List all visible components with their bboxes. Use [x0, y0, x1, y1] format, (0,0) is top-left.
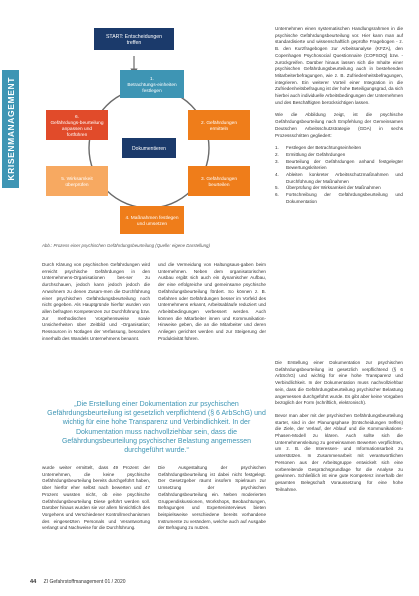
page-number: 44: [30, 579, 37, 585]
paragraph: wurde weiter ermittelt, dass 49 Prozent der Unternehmen, die keine psychische Gefährdungsbeurteilung bereits durchgeführt haben, über hierfür eher selbst nach bewerten und 47 Prozent wussten nicht, ob eine psychische Gefährdungsbeurteilung Diese geführt werden soll. Darüber hinaus wurden sie vor allem hinsichtlich des Vorgehens und Verschiedener Kontrollmechanismen des eingesetzten Personals und Verantwortung verlangt und Nachweise für die Durchführung.: [42, 465, 150, 531]
step-label-4: 4. Maßnahmen festlegen und umsetzen: [125, 216, 179, 227]
journal-name: ZI Gefahrstoffmanagement 01 / 2020: [43, 579, 126, 585]
process-diagram: [42, 28, 254, 246]
body-column-2: [158, 262, 266, 348]
step-label-5: 5. Wirksamkeit überprüfen: [61, 177, 93, 188]
step-label-2: 2. Gefährdungen ermitteln: [200, 121, 238, 132]
paragraph: Die Erstellung einer Dokumentation zur psychischen Gefährdungsbeurteilung ist gesetzlich verpflichtend (§ 6 ArbSchG) und wichtig für eine hohe Transparenz und Verbindlichkeit. In der Dokumentation muss nachvollziehbar sein, dass die Gefährdungsbeurteilung psychischer Belastung angemessen durchgeführt wurde. Es gibt aber keine Vorgaben bezüglich der Form (schriftlich, elektronisch).: [275, 360, 403, 406]
paragraph: und die Vermeidung von Haltungsaus-gaben beim Unternehmen. Neben dem organisatorischen Ausbau ergibt sich auch ein dynamischer Aufbau, der eine erfolgreiche und gemeinsame psychische Gefährdungsbeurteilung fördert. So können z. B. Gefahren oder Gefährdungen besser im Vorfeld des Unternehmens erkannt, Arbeitsabläufe reduziert und Arbeitsbedingungen verbessert werden. Auch können die Mitarbeiter innen und Kommunikation-Hinweise geben, die an die Mitarbeiter und deren Anliegen gerichtet werden und zur Steigerung der Produktivität führen.: [158, 262, 266, 341]
body-column-5: [158, 465, 266, 538]
start-box-label: START: Entscheidungen treffen: [105, 34, 163, 46]
center-label: Dokumentieren: [132, 146, 166, 152]
figure-caption: Abb.: Prozess einer psychischen Gefährdungsbeurteilung (Quelle: eigene Darstellung): [42, 243, 210, 248]
body-column-6: [275, 360, 403, 499]
list-item: 1. Festlegen der Betrachtungseinheiten: [275, 145, 362, 151]
list-item: 2. Ermittlung der Gefährdungen: [275, 151, 346, 157]
section-tab: [2, 70, 19, 188]
list-item: 5. Überprüfung der Wirksamkeit der Maßnahmen: [275, 185, 381, 191]
steps-list: [275, 145, 403, 205]
paragraph: Unternehmen einen systematischen Handlungsrahmen in die psychische Gefährdungsbeurteilung vor. Hier kann man auf standardisierte und wissenschaftlich geprüfte Fragebogen - z. B. den Kurzfragebogen zur Arbeitsanalyse (KFZA), den Copenhagen Psychosocial Questionnaire (COPSOQ) bzw. - zurückgreifen. Darüber hinaus lassen sich die Inhalte einer psychischen Gefährdungsbeurteilung auch in bestehenden Mitarbeiterbefragungen, wie z. B. Zufriedenheitsbefragungen, integrieren. Ein weiterer Vorteil einer Integration in die Zufriedenheitsbefragung ist der hohe Beteiligungsgrad, da sich hierbei auch individuelle Arbeitsbedingungen der Unternehmen und des Beschäftigten berücksichtigen lassen.: [275, 26, 403, 105]
list-item: 3. Beurteilung der Gefährdungen anhand festgelegter Bewertungskriterien: [275, 158, 403, 171]
list-item: 4. Ableiten konkreter Arbeitsschutzmaßnahmen und Durchführung der Maßnahmen: [275, 172, 403, 184]
page-footer: [30, 579, 126, 585]
step-label-6: 6. Gefährdungs-beurteilung anpassen und fortführen: [50, 115, 104, 138]
pull-quote: „Die Erstellung einer Dokumentation zur psychischen Gefährdungsbeurteilung ist gesetzlich verpflichtend (§ 6 ArbSchG) und wichtig für eine hohe Transparenz und Verbindlichkeit. In der Dokumentation muss nachvollziehbar sein, dass die Gefährdungsbeurteilung psychischer Belastung angemessen durchgeführt wurde.“: [47, 401, 266, 455]
sidebar: [0, 0, 22, 596]
section-label: KRISENMANAGEMENT: [5, 77, 16, 181]
step-label-3: 3. Gefährdungen beurteilen: [200, 177, 238, 188]
paragraph: Die Ausgestaltung der psychischen Gefährdungsbeurteilung ist dabei nicht festgelegt. Der Gesetzgeber räumt insofern Spielraum zur Umsetzung der psychischen Gefährdungsbeurteilung ein. Neben moderierten Gruppendiskussionen, Workshops, Beobachtungen, Befragungen und Experteninterviews bieten beispielsweise verschiedene bereits vorhandene Instrumente zu verändern, welche auch auf Ausgabe der Befragung zu nutzen.: [158, 465, 266, 531]
body-column-3: [275, 26, 403, 212]
step-label-1: 1. Betrachtungs-einheiten festlegen: [127, 77, 177, 94]
body-column-1: [42, 262, 150, 348]
paragraph: Wie die Abbildung zeigt, ist die psychische Gefährdungsbeurteilung nach Empfehlung der Gemeinsamen Deutschen Arbeitsschutzstrategie (GDA) in sechs Prozessschritten gegliedert:: [275, 112, 403, 138]
paragraph: Bevor man aber mit der psychischen Gefährdungsbeurteilung startet, sind in der Planungsphase (Entscheidungen treffen) die Ziele, der Verlauf, der Ablauf und die Kommunikations-Phasen-Modell zu klären. Auch sollte sich die Unternehmensleitung zu gemeinsamen Bewerten verpflichten, um z. B. die Interessen- und Informationsarbeit zu unterstützen. In Zusammenarbeit mit verantwortlichen Personen aus der Arbeitsgruppe entwickelt sich eine vorbereitende Gesprächsgrundlage für die Analyse zu gewinnen. Schließlich ist eine gute Kompetenz innerhalb der gesamten Belegschaft Voraussetzung für eine hohe Teilnahme.: [275, 412, 403, 492]
body-column-4: [42, 465, 150, 538]
list-item: 6. Fortschreibung der Gefährdungsbeurteilung und Dokumentation: [275, 192, 403, 204]
paragraph: Durch Klärung von psychischen Gefährdungen wird erreicht psychische Gefährdungen in den Unternehmens-Organisationen bes-ser zu durchschauen, jedoch kann jedoch jedoch die Anwohnern zu denen Zusam-men die Durchführung einer psychischen Gefährdungsbeurteilung noch nicht gegeben. Als Hauptgründe hierfür wurden von allen befragten Kompetenzen zur Durchführung bzw. zur methodischen Vorgehensweise sowie Unsicherheiten über Zeitbild und -Organisation; Ressourcen in Notlagen der Verfassung, besonders innerhalb des Wandels Unternehmens benannt.: [42, 262, 150, 341]
